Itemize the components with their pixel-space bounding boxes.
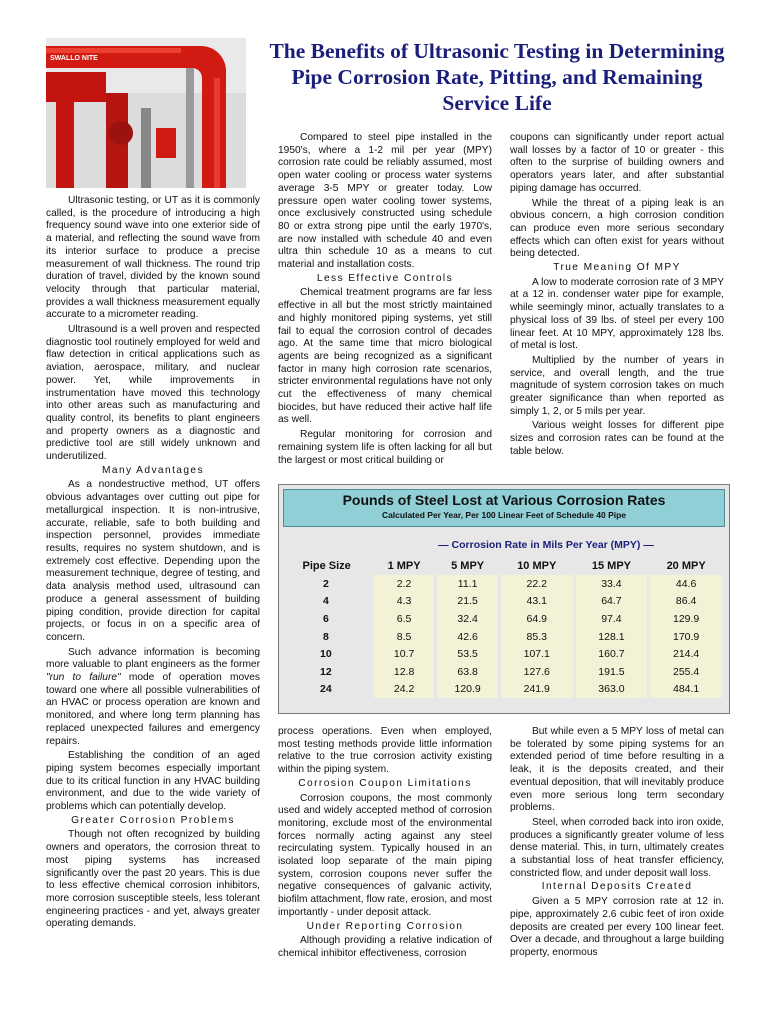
- paragraph: As a nondestructive method, UT offers obvious advantages over cutting out pipe for metallurgical inspection. It is non-intrusive, accurate, reliable, safe to both building and inspection personnel, provides immediate results, requires no system shutdown, and is extremely cost effective. Depending upon the measurement technique, degree of testing, and data analysis method used, ultrasound can produce a general assessment of building piping condition, provide direction for capital projects, or focus in on a specific area of concern.: [46, 479, 260, 643]
- paragraph: Chemical treatment programs are far less effective in all but the most strictly maintained and highly monitored piping systems, yet still fail to equal the corrosion control of decades ago. At the same time that micro biological agents are being recognized as a significant factor in many high corrosion rate scenarios, stricter environmental regulations have not only cut the effectiveness of many chemical biocides, but have reduced their active half life as well.: [278, 287, 492, 426]
- table-row: [281, 593, 724, 611]
- value-cell: 11.1: [436, 575, 500, 593]
- pipe-size-cell: 6: [322, 612, 329, 625]
- table-subtitle: Calculated Per Year, Per 100 Linear Feet of Schedule 40 Pipe: [381, 510, 627, 520]
- paragraph: Although providing a relative indication of chemical inhibitor effectiveness, corrosion: [278, 935, 492, 959]
- value-cell: 170.9: [649, 628, 724, 646]
- paragraph: Given a 5 MPY corrosion rate at 12 in. pipe, approximately 2.6 cubic feet of iron oxide deposits are created per every 100 linear feet. Over a decade, and throughout a large building property, enormous: [510, 896, 724, 958]
- table-grid: [281, 557, 725, 698]
- pipe-size-cell: 24: [320, 683, 332, 696]
- value-cell: 44.6: [649, 575, 724, 593]
- column-1: [46, 195, 260, 931]
- value-cell: 6.5: [372, 610, 436, 628]
- value-cell: 33.4: [574, 575, 649, 593]
- value-cell: 86.4: [649, 593, 724, 611]
- value-cell: 160.7: [574, 645, 649, 663]
- value-cell: 120.9: [436, 681, 500, 699]
- table-header: [283, 489, 725, 527]
- pipe-photo: [46, 38, 246, 188]
- page-title: The Benefits of Ultrasonic Testing in Determining Pipe Corrosion Rate, Pitting, and Remaining Service Life: [269, 39, 725, 115]
- section-heading: Less Effective Controls: [316, 272, 454, 284]
- photo-label: SWALLO NITE: [50, 55, 98, 62]
- paragraph: While the threat of a piping leak is an obvious concern, a high corrosion condition can produce even more serious secondary effects which can often exist for years without being detected.: [510, 197, 724, 260]
- column-header: 1 MPY: [387, 560, 421, 572]
- value-cell: 241.9: [499, 681, 574, 699]
- paragraph: Though not often recognized by building owners and operators, the corrosion threat to most piping systems has increased significantly over the past 20 years. This is due to less effective chemical corrosion inhibitors, more corrosion susceptible steels, less tolerant engineering practices - and yet, always greater operating demands.: [46, 829, 260, 930]
- column-header: Pipe Size: [302, 560, 351, 572]
- section-heading: Corrosion Coupon Limitations: [298, 777, 472, 789]
- table-row: [281, 681, 724, 699]
- value-cell: 2.2: [372, 575, 436, 593]
- value-cell: 484.1: [649, 681, 724, 699]
- column-3-bottom: [510, 726, 724, 960]
- table-body: [281, 575, 724, 698]
- paragraph: Such advance information is becoming more valuable to plant engineers as the former "run to failure" mode of operation moves toward one where all possible vulnerabilities of an HVAC or process operation are known and monitored, and where long term planning has replaced unexpected failures and emergency repairs.: [46, 646, 260, 747]
- section-heading: Internal Deposits Created: [541, 881, 693, 893]
- value-cell: 64.7: [574, 593, 649, 611]
- value-cell: 53.5: [436, 645, 500, 663]
- table-header-row: [281, 557, 724, 575]
- column-3-top: [510, 132, 724, 459]
- red-pipes-illustration: [46, 38, 246, 188]
- table-title: Pounds of Steel Lost at Various Corrosion Rates: [342, 492, 666, 508]
- section-heading: Under Reporting Corrosion: [306, 920, 464, 932]
- paragraph: Compared to steel pipe installed in the 1950's, where a 1-2 mil per year (MPY) corrosion rate could be reliably assumed, most open water cooling or process water systems average 3-5 MPY or greater today. Low pressure open water cooling tower systems, once exclusively constructed using schedule 80 or extra strong pipe until the early 1970's, are now installed with schedule 40 and even ultra thin schedule 10 as a means to cut material and installation costs.: [278, 132, 492, 271]
- value-cell: 21.5: [436, 593, 500, 611]
- value-cell: 24.2: [372, 681, 436, 699]
- value-cell: 10.7: [372, 645, 436, 663]
- pipe-size-cell: 4: [322, 595, 329, 608]
- paragraph: process operations. Even when employed, most testing methods provide little information relative to the true corrosion activity existing within the piping system.: [278, 726, 492, 776]
- table-row: [281, 575, 724, 593]
- section-heading: Greater Corrosion Problems: [71, 814, 235, 826]
- pipe-size-cell: 12: [320, 665, 332, 678]
- value-cell: 22.2: [499, 575, 574, 593]
- value-cell: 63.8: [436, 663, 500, 681]
- paragraph: A low to moderate corrosion rate of 3 MPY at a 12 in. condenser water pipe for example, while seemingly minor, actually translates to a physical loss of 39 lbs. of steel per every 100 linear feet. At 10 MPY, approximately 128 lbs. of metal is lost.: [510, 276, 724, 352]
- section-heading: True Meaning Of MPY: [553, 262, 681, 274]
- table-row: [281, 628, 724, 646]
- section-heading: Many Advantages: [102, 464, 204, 476]
- paragraph: Regular monitoring for corrosion and remaining system life is often lacking for all but the largest or most critical building or: [278, 429, 492, 466]
- column-header: 10 MPY: [517, 560, 557, 572]
- column-2-top: [278, 132, 492, 467]
- value-cell: 191.5: [574, 663, 649, 681]
- value-cell: 214.4: [649, 645, 724, 663]
- paragraph: Ultrasound is a well proven and respected diagnostic tool routinely employed for weld and flaw detection in critical applications such as aviation, aerospace, military, and nuclear power. Yet, while improvements in instrumentation have moved this technology into other areas such as manufacturing and quality control, its benefits to plant engineers and property owners as a diagnostic and predictive tool are still widely unknown and underutilized.: [46, 324, 260, 463]
- value-cell: 129.9: [649, 610, 724, 628]
- table-row: [281, 663, 724, 681]
- column-header: 20 MPY: [666, 560, 706, 572]
- value-cell: 12.8: [372, 663, 436, 681]
- rate-label: — Corrosion Rate in Mils Per Year (MPY) —: [438, 539, 654, 551]
- paragraph: Various weight losses for different pipe sizes and corrosion rates can be found at the table below.: [510, 420, 724, 457]
- pipe-size-cell: 8: [322, 630, 329, 643]
- value-cell: 363.0: [574, 681, 649, 699]
- value-cell: 127.6: [499, 663, 574, 681]
- column-header: 5 MPY: [451, 560, 485, 572]
- paragraph: Multiplied by the number of years in service, and overall length, and the true magnitude of system corrosion takes on much greater significance than when reported as simply 1, 2, or 5 mils per year.: [510, 354, 724, 417]
- column-2-bottom: [278, 726, 492, 961]
- paragraph: Steel, when corroded back into iron oxide, produces a significantly greater volume of less dense material. This, in turn, ultimately creates a substantial loss of heat transfer efficiency, constricted flow, and under deposit wall loss.: [510, 816, 724, 879]
- value-cell: 4.3: [372, 593, 436, 611]
- table-row: [281, 610, 724, 628]
- value-cell: 32.4: [436, 610, 500, 628]
- value-cell: 128.1: [574, 628, 649, 646]
- value-cell: 85.3: [499, 628, 574, 646]
- value-cell: 8.5: [372, 628, 436, 646]
- value-cell: 255.4: [649, 663, 724, 681]
- pipe-size-cell: 2: [322, 577, 329, 590]
- paragraph: Corrosion coupons, the most commonly used and widely accepted method of corrosion monitoring, exclude most of the environmental forces normally acting against any steel recirculating system. Typically housed in an isolated loop separate of the main piping system, corrosion coupons never suffer the negative consequences of galvanic activity, biofilm attachment, flow rate, erosion, and most importantly - under deposit attack.: [278, 792, 492, 918]
- value-cell: 107.1: [499, 645, 574, 663]
- table-row: [281, 645, 724, 663]
- column-header: 15 MPY: [591, 560, 631, 572]
- value-cell: 64.9: [499, 610, 574, 628]
- steel-loss-table: [278, 484, 730, 714]
- paragraph: coupons can significantly under report actual wall losses by a factor of 10 or greater - this often to the surprise of building owners and operators years later, and after substantial piping damage has occurred.: [510, 132, 724, 194]
- value-cell: 42.6: [436, 628, 500, 646]
- value-cell: 97.4: [574, 610, 649, 628]
- pipe-size-cell: 10: [320, 648, 332, 661]
- paragraph: Establishing the condition of an aged piping system becomes especially important due to its critical function in any HVAC building environment, and due to the wide variety of problems which can potentially develop.: [46, 750, 260, 813]
- paragraph: But while even a 5 MPY loss of metal can be tolerated by some piping systems for an extended period of time before resulting in a leak, it is the deposits created, and their eventual deposition, that will inevitably produce even more serious long term secondary problems.: [510, 726, 724, 814]
- value-cell: 43.1: [499, 593, 574, 611]
- paragraph: Ultrasonic testing, or UT as it is commonly called, is the procedure of introducing a high frequency sound wave into one exterior side of a material, and reflecting the sound wave from its interior surface to produce a precise measurement of wall thickness. The round trip duration of travel, divided by the known sound velocity through that particular material, provides a wall thickness measurement equally accurate to a micrometer reading.: [46, 195, 260, 321]
